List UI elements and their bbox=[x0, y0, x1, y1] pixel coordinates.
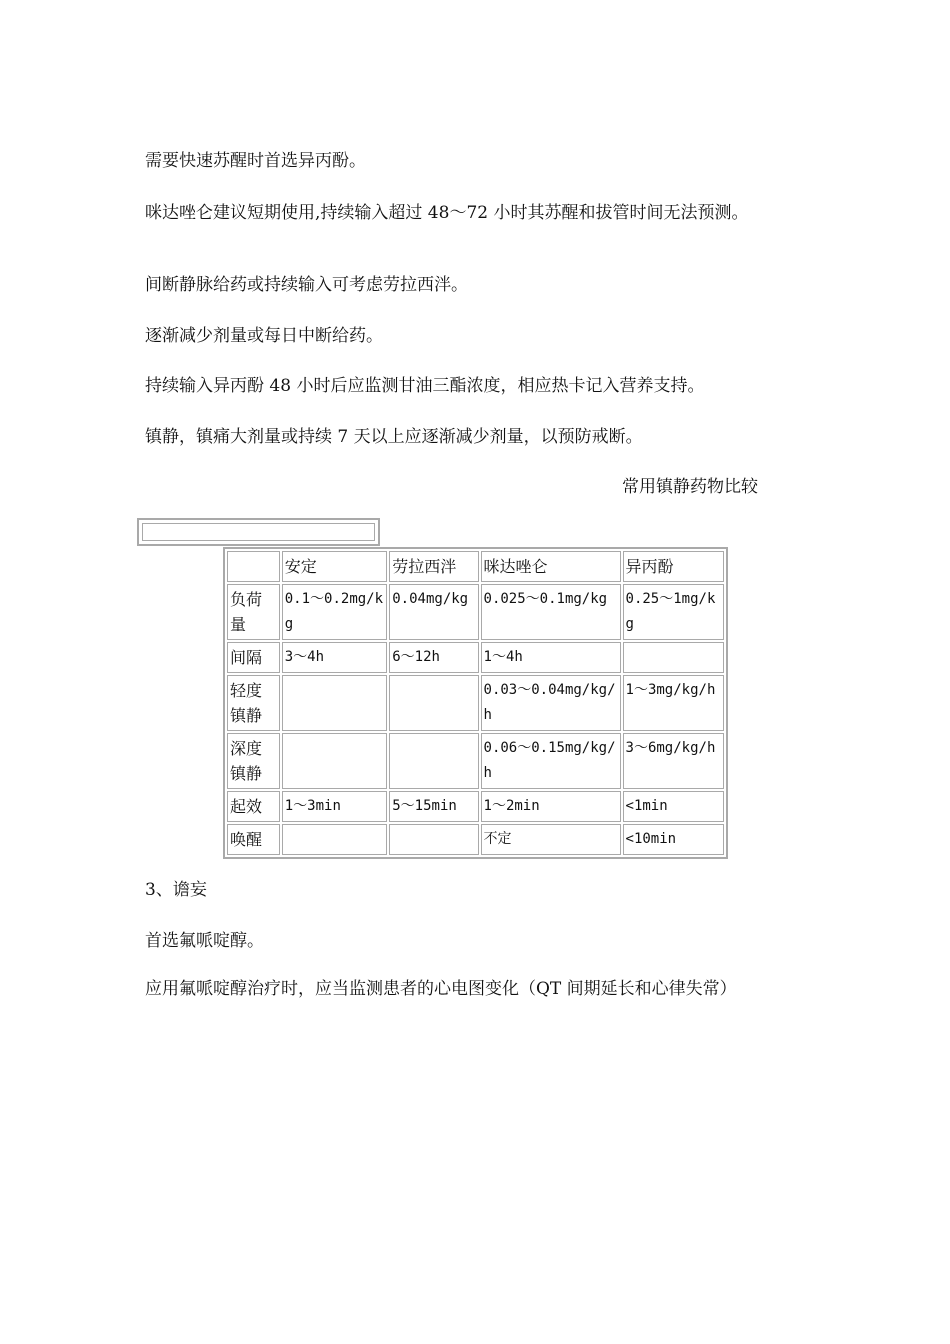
table-cell: 0.06～0.15mg/kg/h bbox=[481, 733, 621, 789]
table-cell bbox=[623, 642, 724, 673]
row-label: 唤醒 bbox=[227, 824, 280, 855]
table-cell bbox=[389, 675, 478, 731]
empty-table-frame bbox=[137, 518, 380, 546]
paragraph-7: 首选氟哌啶醇。 bbox=[145, 931, 264, 951]
table-cell bbox=[282, 824, 388, 855]
table-cell: 1～4h bbox=[481, 642, 621, 673]
paragraph-6: 镇静，镇痛大剂量或持续 7 天以上应逐渐减少剂量，以预防戒断。 bbox=[145, 427, 643, 447]
table-cell: 0.04mg/kg bbox=[389, 584, 478, 640]
table-cell: 3～6mg/kg/h bbox=[623, 733, 724, 789]
table-cell: 3～4h bbox=[282, 642, 388, 673]
table-caption: 常用镇静药物比较 bbox=[622, 477, 758, 497]
header-cell: 异丙酚 bbox=[623, 551, 724, 582]
paragraph-4: 逐渐减少剂量或每日中断给药。 bbox=[145, 326, 383, 346]
table-row bbox=[227, 642, 724, 673]
table-cell: 1～2min bbox=[481, 791, 621, 822]
table-cell: 6～12h bbox=[389, 642, 478, 673]
row-label: 间隔 bbox=[227, 642, 280, 673]
section-heading-delirium: 3、谵妄 bbox=[145, 880, 207, 900]
paragraph-2: 咪达唑仑建议短期使用,持续输入超过 48～72 小时其苏醒和拔管时间无法预测。 bbox=[145, 203, 749, 223]
table-cell bbox=[282, 675, 388, 731]
table-cell: 0.25～1mg/kg bbox=[623, 584, 724, 640]
header-cell bbox=[227, 551, 280, 582]
table-cell bbox=[389, 824, 478, 855]
paragraph-5: 持续输入异丙酚 48 小时后应监测甘油三酯浓度，相应热卡记入营养支持。 bbox=[145, 376, 705, 396]
table-cell: 不定 bbox=[481, 824, 621, 855]
paragraph-3: 间断静脉给药或持续输入可考虑劳拉西泮。 bbox=[145, 275, 468, 295]
table-cell: 0.03～0.04mg/kg/h bbox=[481, 675, 621, 731]
table-row bbox=[227, 824, 724, 855]
table-cell: 1～3mg/kg/h bbox=[623, 675, 724, 731]
paragraph-8: 应用氟哌啶醇治疗时，应当监测患者的心电图变化（QT 间期延长和心律失常） bbox=[145, 979, 737, 999]
table-cell: 5～15min bbox=[389, 791, 478, 822]
row-label: 负荷量 bbox=[227, 584, 280, 640]
header-cell: 劳拉西泮 bbox=[389, 551, 478, 582]
header-cell: 咪达唑仑 bbox=[481, 551, 621, 582]
paragraph-1: 需要快速苏醒时首选异丙酚。 bbox=[145, 151, 366, 171]
sedative-comparison-table bbox=[223, 547, 728, 859]
table-cell: <10min bbox=[623, 824, 724, 855]
table-cell: 0.025～0.1mg/kg bbox=[481, 584, 621, 640]
table-cell: <1min bbox=[623, 791, 724, 822]
header-cell: 安定 bbox=[282, 551, 388, 582]
table-cell bbox=[282, 733, 388, 789]
table-cell bbox=[389, 733, 478, 789]
table-header-row bbox=[227, 551, 724, 582]
table-row bbox=[227, 584, 724, 640]
table-row bbox=[227, 733, 724, 789]
row-label: 深度镇静 bbox=[227, 733, 280, 789]
table-cell: 1～3min bbox=[282, 791, 388, 822]
table-cell: 0.1～0.2mg/kg bbox=[282, 584, 388, 640]
table-row bbox=[227, 675, 724, 731]
table-row bbox=[227, 791, 724, 822]
row-label: 起效 bbox=[227, 791, 280, 822]
row-label: 轻度镇静 bbox=[227, 675, 280, 731]
